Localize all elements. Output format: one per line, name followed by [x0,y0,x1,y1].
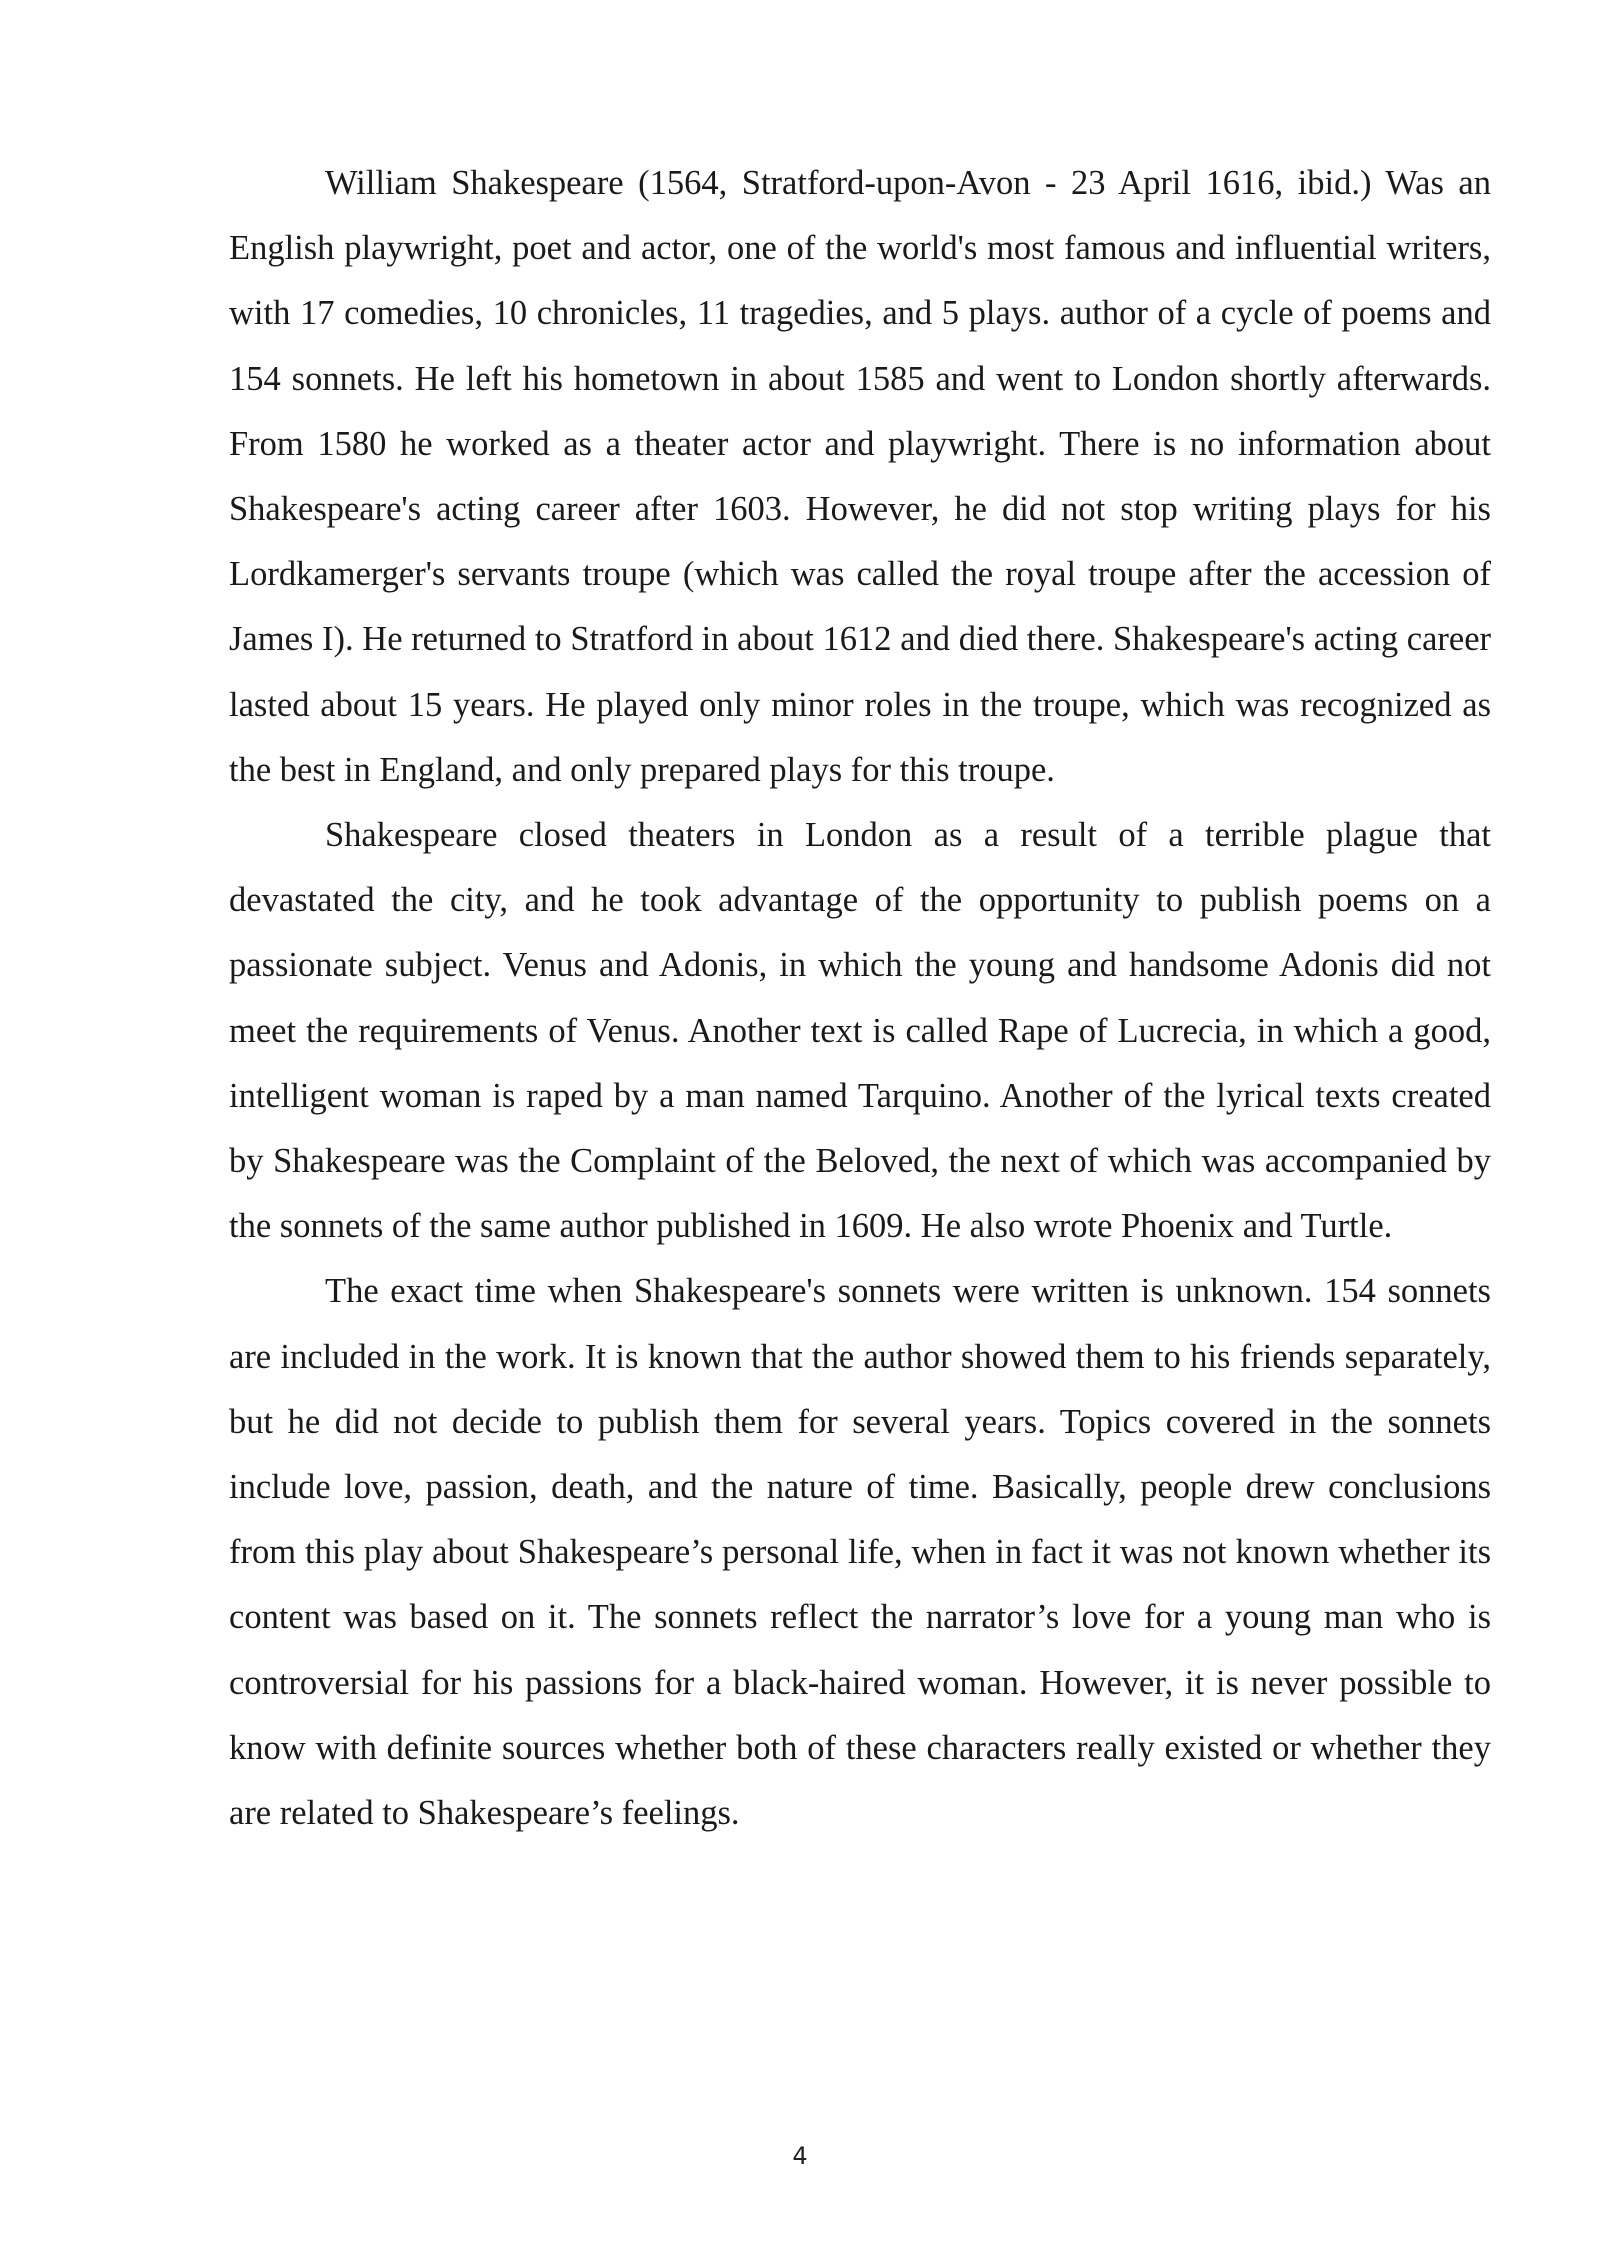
body-text [229,151,1491,1846]
page-number: 4 [792,2142,808,2170]
paragraph-poems: Shakespeare closed theaters in London as a result of a terrible plague that devastated the city, and he took advantage of the opportunity to publish poems on a passionate subject. Venus and Adonis, in which the young and handsome Adonis did not meet the requirements of Venus. Another text is called Rape of Lucrecia, in which a good, intelligent woman is raped by a man named Tarquino. Another of the lyrical texts created by Shakespeare was the Complaint of the Beloved, the next of which was accompanied by the sonnets of the same author published in 1609. He also wrote Phoenix and Turtle. [229,816,1491,1246]
paragraph-sonnets: The exact time when Shakespeare's sonnets were written is unknown. 154 sonnets are included in the work. It is known that the author showed them to his friends separately, but he did not decide to publish them for several years. Topics covered in the sonnets include love, passion, death, and the nature of time. Basically, people drew conclusions from this play about Shakespeare’s personal life, when in fact it was not known whether its content was based on it. The sonnets reflect the narrator’s love for a young man who is controversial for his passions for a black-haired woman. However, it is never possible to know with definite sources whether both of these characters really existed or whether they are related to Shakespeare’s feelings. [229,1272,1491,1833]
paragraph-biography: William Shakespeare (1564, Stratford-upon-Avon - 23 April 1616, ibid.) Was an English playwright, poet and actor, one of the world's most famous and influential writers, with 17 comedies, 10 chronicles, 11 tragedies, and 5 plays. author of a cycle of poems and 154 sonnets. He left his hometown in about 1585 and went to London shortly afterwards. From 1580 he worked as a theater actor and playwright. There is no information about Shakespeare's acting career after 1603. However, he did not stop writing plays for his Lordkamerger's servants troupe (which was called the royal troupe after the accession of James I). He returned to Stratford in about 1612 and died there. Shakespeare's acting career lasted about 15 years. He played only minor roles in the troupe, which was recognized as the best in England, and only prepared plays for this troupe. [229,164,1491,789]
